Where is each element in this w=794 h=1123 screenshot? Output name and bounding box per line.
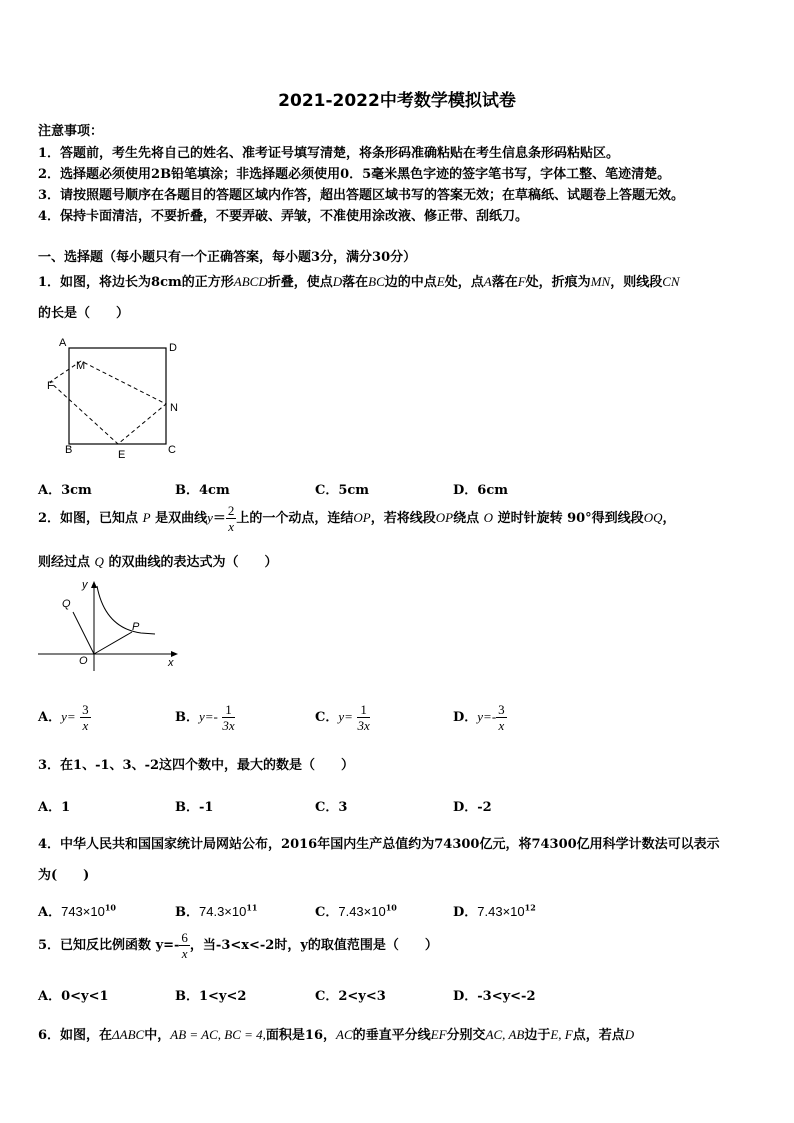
option-d[interactable]: D．-2 [453,800,492,815]
option-c[interactable]: C．5cm [315,483,370,498]
option-b[interactable]: B．1<y<2 [175,989,247,1004]
option-a[interactable]: A．y= $\frac{3}{x}$ [38,702,89,733]
option-d[interactable]: D．-3<y<-2 [453,989,536,1004]
question-6-stem: 6．如图，在ΔABC中，AB = AC, BC = 4,面积是16，AC的垂直平分线EF分别交AC, AB边于E, F点，若点D [38,1027,635,1043]
label-c: C [168,444,176,456]
option-c[interactable]: C．3 [315,800,348,815]
question-4-stem-line2: 为( ) [38,868,90,883]
label-d: D [169,342,177,354]
question-1-figure [38,334,198,464]
section-heading: 一、选择题（每小题只有一个正确答案，每小题3分，满分30分） [38,250,417,265]
label-a: A [59,337,67,349]
label-b: B [65,444,73,456]
option-d[interactable]: D．y=- $\frac{3}{x}$ [453,702,505,733]
option-c[interactable]: C．y= $\frac{1}{3x}$ [315,702,370,733]
label-m: M [76,360,86,372]
option-a[interactable]: A．$743\times 10^{10}$ [38,902,116,920]
label-x: x [168,657,174,669]
option-b[interactable]: B．-1 [175,800,214,815]
notice-heading: 注意事项： [38,124,104,139]
label-f: F [47,380,54,392]
fraction: $\frac{3}{x}$ [498,702,505,733]
fraction: $\frac{2}{x}$ [227,503,235,534]
question-1-stem-line2: 的长是（ ） [38,306,130,321]
fraction: $\frac{6}{x}$ [181,930,188,961]
question-3-stem: 3．在1、-1、3、-2这四个数中，最大的数是（ ） [38,758,355,773]
option-b[interactable]: B．4cm [175,483,230,498]
question-4-stem: 4．中华人民共和国国家统计局网站公布，2016年国内生产总值约为74300亿元，将74300亿用科学计数法可以表示 [38,837,720,852]
notice-item: 4．保持卡面清洁，不要折叠，不要弄破、弄皱，不准使用涂改液、修正带、刮纸刀。 [38,209,529,224]
option-a[interactable]: A．1 [38,800,71,815]
option-b[interactable]: B．y=- $\frac{1}{3x}$ [175,702,235,733]
option-a[interactable]: A．0<y<1 [38,989,109,1004]
page-title: 2021-2022中考数学模拟试卷 [278,91,516,111]
question-2-figure [38,576,188,672]
label-q: Q [62,598,71,610]
fraction: $\frac{1}{3x}$ [357,702,370,733]
label-o: O [79,655,88,667]
notice-item: 1．答题前，考生先将自己的姓名、准考证号填写清楚，将条形码准确粘贴在考生信息条形码粘贴区。 [38,146,620,161]
question-1-stem: 1．如图，将边长为8cm的正方形ABCD折叠，使点D落在BC边的中点E处，点A落在F处，折痕为MN，则线段CN [38,274,680,290]
question-2-stem: 2．如图，已知点 P 是双曲线y＝ $\frac{2}{x}$ 上的一个动点，连结OP，若将线段OP绕点 O 逆时针旋转 90°得到线段OQ， [38,503,676,534]
option-c[interactable]: C．$7.43\times 10^{10}$ [315,902,397,920]
label-y: y [82,579,88,591]
fraction: $\frac{1}{3x}$ [222,702,235,733]
fraction: $\frac{3}{x}$ [82,702,89,733]
option-d[interactable]: D．$7.43\times 10^{12}$ [453,902,536,920]
notice-item: 3．请按照题号顺序在各题目的答题区域内作答，超出答题区域书写的答案无效；在草稿纸、试题卷上答题无效。 [38,188,685,203]
option-a[interactable]: A．3cm [38,483,92,498]
label-e: E [118,449,126,461]
option-d[interactable]: D．6cm [453,483,508,498]
label-p: P [132,621,140,633]
question-2-stem-line2: 则经过点 Q 的双曲线的表达式为（ ） [38,554,278,570]
option-c[interactable]: C．2<y<3 [315,989,386,1004]
notice-item: 2．选择题必须使用2B铅笔填涂；非选择题必须使用0．5毫米黑色字迹的签字笔书写，字体工整、笔迹清楚。 [38,167,671,182]
option-b[interactable]: B．$74.3\times 10^{11}$ [175,902,258,920]
label-n: N [170,402,178,414]
question-5-stem: 5．已知反比例函数 y=- $\frac{6}{x}$ ，当-3<x<-2时，y的取值范围是（ ） [38,930,438,961]
